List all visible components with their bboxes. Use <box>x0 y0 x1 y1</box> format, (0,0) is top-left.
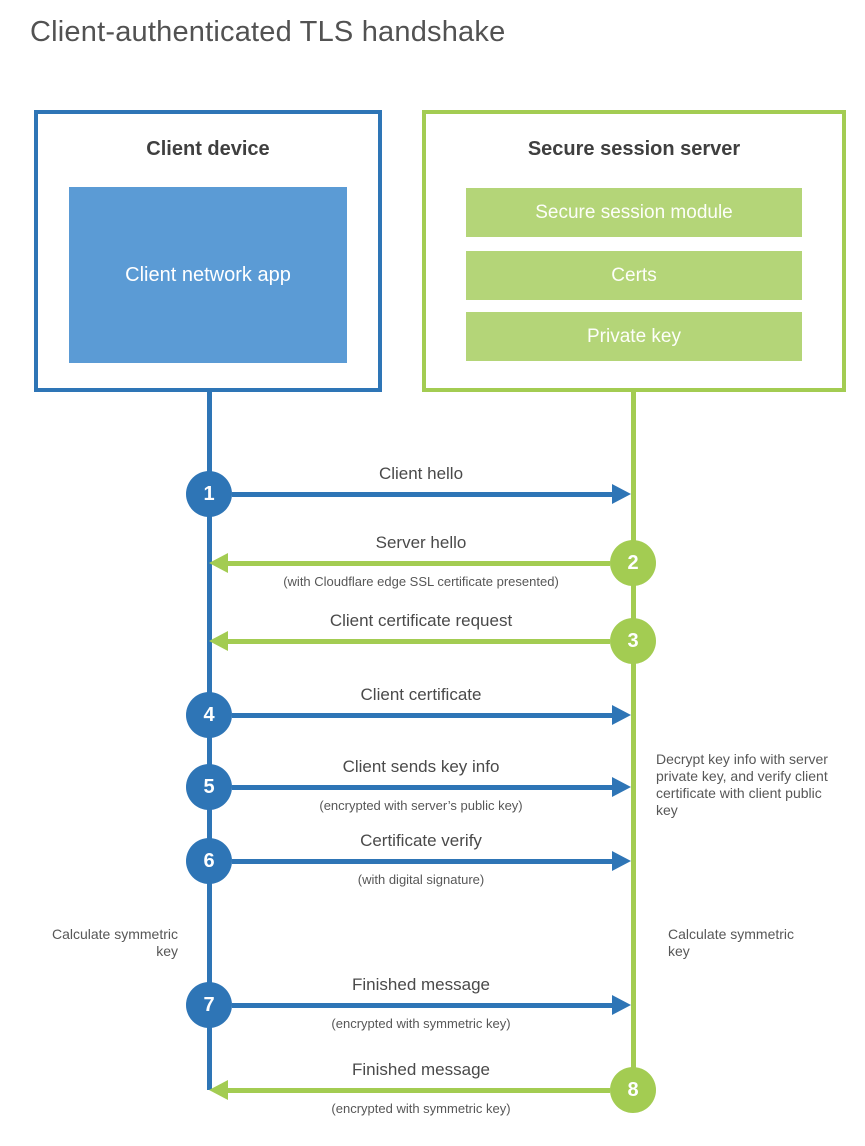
step-5-badge: 5 <box>186 764 232 810</box>
client-network-app-label: Client network app <box>125 263 291 286</box>
page-title: Client-authenticated TLS handshake <box>30 16 506 48</box>
client-device-title: Client device <box>146 138 270 160</box>
note-calculate-symmetric-key-server: Calculate symmetric key <box>668 926 795 959</box>
note-decrypt-key-info: Decrypt key info with server private key, and verify client certificate with client public key <box>656 751 828 818</box>
step-8-arrow-shaft <box>228 1088 610 1093</box>
step-6-arrow-shaft <box>232 859 612 864</box>
step-2-sublabel: (with Cloudflare edge SSL certificate presented) <box>283 574 559 589</box>
step-6-sublabel: (with digital signature) <box>357 872 485 887</box>
step-8-finished-message <box>0 1060 865 1124</box>
server-module-bar-private-key: Private key <box>466 312 802 361</box>
client-network-app-box <box>69 187 347 363</box>
arrowhead-left-icon <box>209 631 228 651</box>
step-8-label: Finished message <box>352 1060 490 1079</box>
step-7-label: Finished message <box>352 975 490 994</box>
arrowhead-right-icon <box>612 484 631 504</box>
step-2-badge: 2 <box>610 540 656 586</box>
step-6-badge: 6 <box>186 838 232 884</box>
step-8-badge: 8 <box>610 1067 656 1113</box>
arrowhead-left-icon <box>209 1080 228 1100</box>
step-1-arrow-shaft <box>232 492 612 497</box>
step-2-label: Server hello <box>375 533 467 552</box>
step-3-badge: 3 <box>610 618 656 664</box>
step-7-arrow-shaft <box>232 1003 612 1008</box>
step-3-label: Client certificate request <box>329 611 513 630</box>
step-1-label: Client hello <box>378 464 464 483</box>
step-7-badge: 7 <box>186 982 232 1028</box>
server-title: Secure session server <box>527 138 741 160</box>
step-5-arrow-shaft <box>232 785 612 790</box>
arrowhead-right-icon <box>612 705 631 725</box>
server-panel <box>422 110 846 392</box>
step-5-sublabel: (encrypted with server’s public key) <box>319 798 523 813</box>
arrowhead-right-icon <box>612 851 631 871</box>
step-2-arrow-shaft <box>228 561 610 566</box>
client-device-panel <box>34 110 382 392</box>
step-3-client-certificate-request <box>0 611 865 675</box>
arrowhead-right-icon <box>612 995 631 1015</box>
step-2-server-hello <box>0 533 865 597</box>
step-7-sublabel: (encrypted with symmetric key) <box>331 1016 511 1031</box>
step-6-certificate-verify <box>0 831 865 895</box>
step-4-arrow-shaft <box>232 713 612 718</box>
step-1-client-hello <box>0 464 865 528</box>
note-calculate-symmetric-key-client: Calculate symmetric key <box>51 926 178 959</box>
server-module-bar-certs: Certs <box>466 251 802 300</box>
server-module-bar-secure-session: Secure session module <box>466 188 802 237</box>
arrowhead-right-icon <box>612 777 631 797</box>
step-7-finished-message <box>0 975 865 1039</box>
step-4-client-certificate <box>0 685 865 749</box>
arrowhead-left-icon <box>209 553 228 573</box>
step-3-arrow-shaft <box>228 639 610 644</box>
step-4-label: Client certificate <box>360 685 482 704</box>
step-8-sublabel: (encrypted with symmetric key) <box>331 1101 511 1116</box>
step-1-badge: 1 <box>186 471 232 517</box>
step-4-badge: 4 <box>186 692 232 738</box>
step-6-label: Certificate verify <box>360 831 482 850</box>
step-5-label: Client sends key info <box>342 757 500 776</box>
